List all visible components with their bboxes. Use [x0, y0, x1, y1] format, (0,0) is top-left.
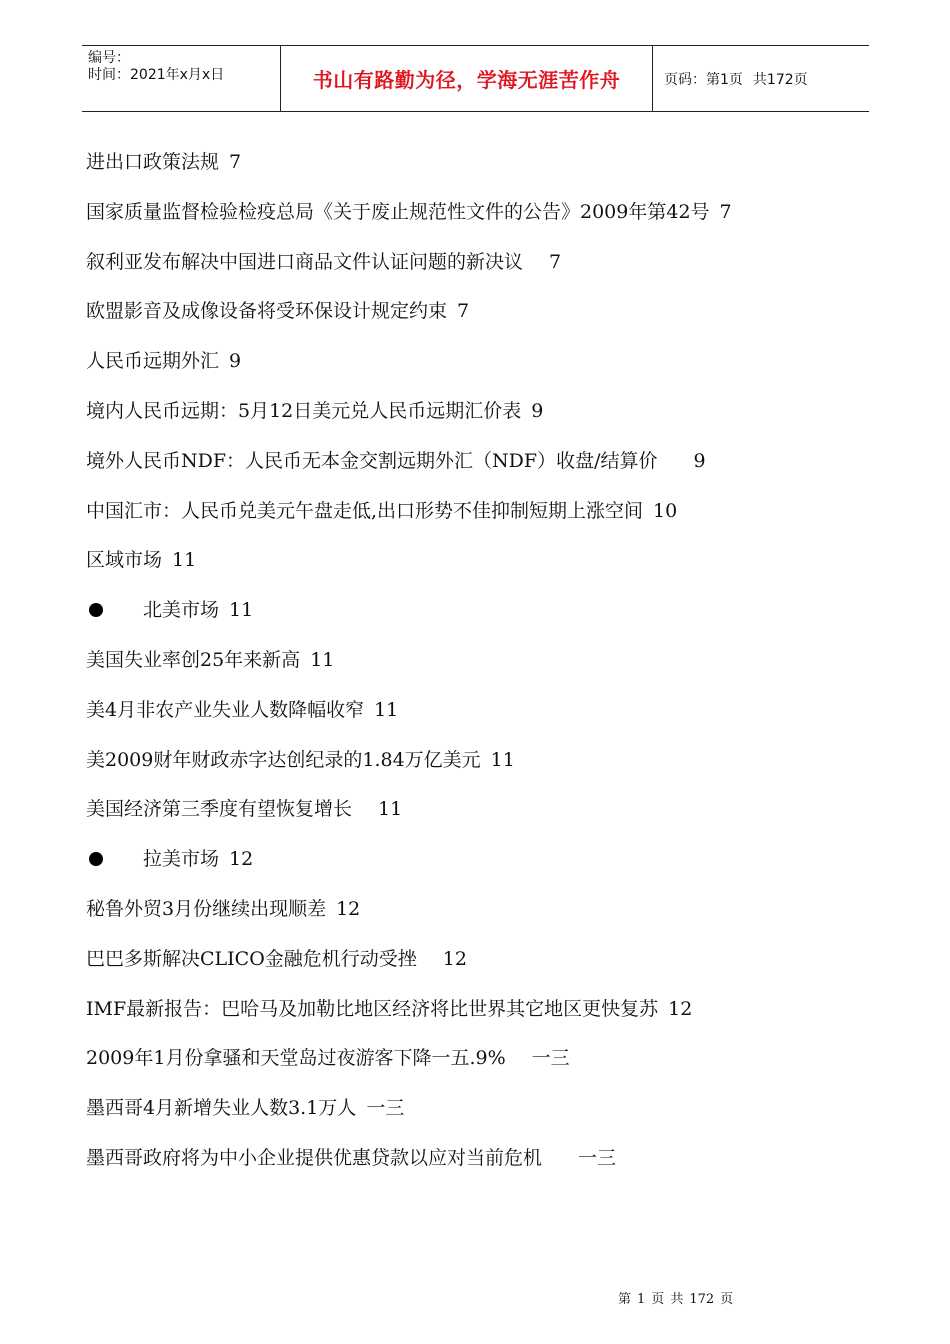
number-label: 编号：	[88, 50, 130, 66]
toc-entry[interactable]	[86, 590, 876, 640]
motto-text: 书山有路勤为径，学海无涯苦作舟	[312, 68, 621, 92]
toc-entry-page: 9	[229, 350, 242, 373]
toc-entry[interactable]	[86, 441, 876, 491]
toc-entry-title: 人民币远期外汇	[86, 350, 220, 373]
toc-entry[interactable]	[86, 789, 876, 839]
toc-entry-title: 墨西哥政府将为中小企业提供优惠贷款以应对当前危机	[86, 1146, 543, 1169]
toc-entry[interactable]	[86, 1138, 876, 1188]
toc-entry[interactable]	[86, 341, 876, 391]
toc-entry[interactable]	[86, 540, 876, 590]
toc-entry-title: 境内人民币远期：5月12日美元兑人民币远期汇价表	[86, 399, 522, 422]
toc-entry[interactable]	[86, 291, 876, 341]
toc-entry[interactable]	[86, 192, 876, 242]
toc-entry-title: 欧盟影音及成像设备将受环保设计规定约束	[86, 300, 448, 323]
toc-entry-title: 中国汇市：人民币兑美元午盘走低,出口形势不佳抑制短期上涨空间	[86, 499, 644, 522]
toc-entry-title: 巴巴多斯解决CLICO金融危机行动受挫	[86, 947, 417, 970]
footer-page-unit: 页	[651, 1292, 665, 1307]
toc-entry-title: 叙利亚发布解决中国进口商品文件认证问题的新决议	[86, 250, 524, 273]
toc-entry-page: 11	[172, 549, 197, 572]
footer-page-number: 1	[637, 1292, 646, 1307]
toc-entry-title: 进出口政策法规	[86, 151, 220, 173]
toc-entry-page: 一三	[578, 1146, 617, 1169]
toc-entry[interactable]	[86, 242, 876, 292]
toc-entry-page: 11	[374, 698, 399, 721]
toc-entry-page: 11	[490, 748, 515, 771]
toc-entry-page: 11	[229, 599, 254, 622]
table-of-contents	[86, 142, 876, 1188]
toc-entry-title: 国家质量监督检验检疫总局《关于废止规范性文件的公告》2009年第42号	[86, 200, 710, 223]
toc-entry[interactable]	[86, 491, 876, 541]
toc-entry[interactable]	[86, 889, 876, 939]
bullet-icon	[89, 603, 103, 617]
toc-entry[interactable]	[86, 939, 876, 989]
footer-page-prefix: 第	[618, 1292, 632, 1307]
toc-entry-page: 10	[653, 499, 678, 522]
footer-total-prefix: 共	[670, 1292, 684, 1307]
toc-entry-page: 12	[668, 997, 693, 1020]
toc-entry-page: 11	[378, 798, 403, 821]
toc-entry-title: 墨西哥4月新增失业人数3.1万人	[86, 1097, 357, 1120]
toc-entry-page: 7	[719, 200, 732, 223]
toc-entry-page: 12	[229, 848, 254, 871]
toc-entry-page: 7	[457, 300, 470, 323]
total-pages-label: 共172页	[752, 71, 808, 88]
document-header	[82, 45, 869, 112]
header-motto-cell	[281, 46, 653, 111]
toc-entry-page: 7	[549, 250, 562, 273]
toc-entry-title: 秘鲁外贸3月份继续出现顺差	[86, 897, 327, 920]
toc-entry-title: 区域市场	[86, 549, 163, 572]
footer-total-number: 172	[689, 1292, 715, 1307]
toc-entry-title: 拉美市场	[143, 848, 220, 871]
toc-entry-title: 美4月非农产业失业人数降幅收窄	[86, 698, 365, 721]
time-label: 时间：2021年x月x日	[88, 67, 225, 83]
toc-entry[interactable]	[86, 839, 876, 889]
toc-entry-page: 11	[310, 648, 335, 671]
toc-entry-page: 12	[336, 897, 361, 920]
toc-entry-title: 美国失业率创25年来新高	[86, 648, 301, 671]
page-footer	[618, 1288, 739, 1307]
toc-entry-page: 一三	[531, 1047, 570, 1070]
toc-entry[interactable]	[86, 1088, 876, 1138]
toc-entry-page: 9	[531, 399, 544, 422]
toc-entry-page: 7	[229, 151, 242, 173]
toc-entry[interactable]	[86, 989, 876, 1039]
page-label: 页码：第1页	[664, 71, 743, 88]
toc-entry-title: 2009年1月份拿骚和天堂岛过夜游客下降一五.9%	[86, 1047, 506, 1070]
toc-entry[interactable]	[86, 1038, 876, 1088]
toc-entry[interactable]	[86, 690, 876, 740]
toc-entry-page: 一三	[366, 1097, 405, 1120]
toc-entry-title: 北美市场	[143, 599, 220, 622]
bullet-icon	[89, 852, 103, 866]
toc-entry-title: 美国经济第三季度有望恢复增长	[86, 798, 353, 821]
toc-entry-title: IMF最新报告：巴哈马及加勒比地区经济将比世界其它地区更快复苏	[86, 997, 659, 1020]
footer-total-unit: 页	[720, 1292, 734, 1307]
toc-entry-title: 美2009财年财政赤字达创纪录的1.84万亿美元	[86, 748, 481, 771]
toc-entry-title: 境外人民币NDF：人民币无本金交割远期外汇（NDF）收盘/结算价	[86, 449, 658, 472]
toc-entry[interactable]	[86, 142, 876, 192]
toc-entry[interactable]	[86, 391, 876, 441]
toc-entry-page: 12	[442, 947, 467, 970]
toc-entry[interactable]	[86, 640, 876, 690]
header-info-cell	[82, 46, 281, 111]
toc-entry-page: 9	[693, 449, 706, 472]
header-page-cell	[653, 46, 869, 111]
toc-entry[interactable]	[86, 740, 876, 790]
